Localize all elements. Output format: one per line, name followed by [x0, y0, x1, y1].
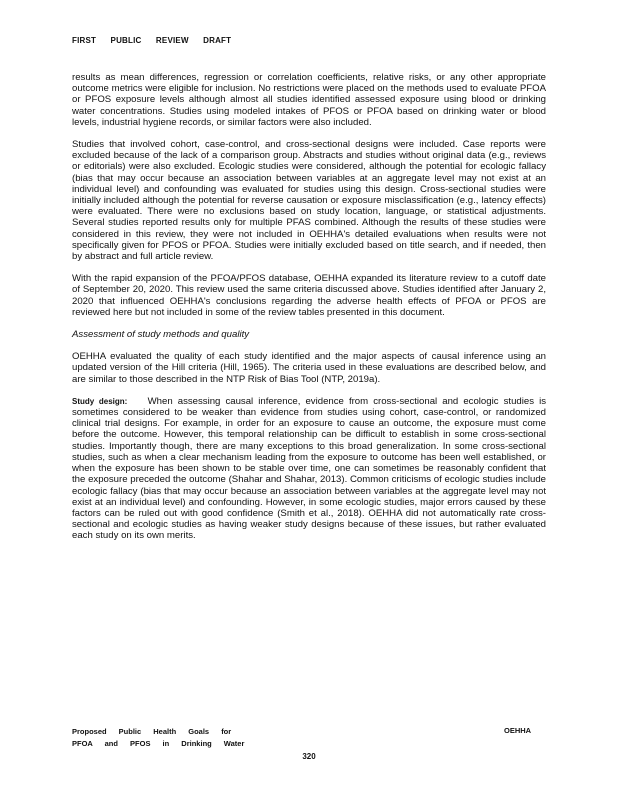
paragraph-database-expansion: With the rapid expansion of the PFOA/PFOS database, OEHHA expanded its literature review to a cutoff date of September 20, 2020. This review used the same criteria discussed above. Studies identified after January 2, 2020 that influenced OEHHA's conclusions regarding the adverse health effects of PFOA or PFOS are reviewed here but not included in some of the review tables presented in this document. [72, 273, 546, 318]
footer-line-1: Proposed Public Health Goals for [72, 727, 232, 736]
paragraph-eligibility: results as mean differences, regression or correlation coefficients, relative risks, or any other appropriate outcome metrics were eligible for inclusion. No restrictions were placed on the methods used to evaluate PFOA or PFOS exposure levels although almost all studies identified assessed exposure using blood or drinking water concentrations. Studies using modeled intakes of PFOS or PFOA based on drinking water or blood levels, industrial hygiene records, or similar factors were also included. [72, 72, 546, 128]
study-design-lead: Study design: [72, 396, 128, 406]
paragraph-study-design [72, 396, 546, 542]
page-number: 320 [302, 752, 316, 761]
paragraph-study-designs: Studies that involved cohort, case-control, and cross-sectional designs were included. Case reports were excluded because of the lack of a comparison group. Abstracts and studies without original data (e.g., reviews or editorials) were also excluded. Ecologic studies were considered, although the potential for ecologic fallacy (bias that may occur because an association between variables at an aggregate level may not exist at an individual level) and confounding was evaluated for studies using this design. Cross-sectional studies were initially included although the potential for reverse causation or exposure misclassification (e.g., latency effects) were evaluated. There were no exclusions based on study location, language, or statistical adjustments. Several studies reported results only for multiple PFAS combined. Although the results of these studies were considered in this review, they were not included in OEHHA's detailed evaluations when results were not specifically given for PFOS or PFOA. Studies were initially excluded based on title search, and if needed, then by abstract and full article review. [72, 139, 546, 263]
draft-header: FIRST PUBLIC REVIEW DRAFT [72, 36, 232, 45]
footer-agency: OEHHA [504, 726, 532, 735]
section-subheading: Assessment of study methods and quality [72, 329, 250, 341]
footer-line-2: PFOA and PFOS in Drinking Water [72, 739, 245, 748]
footer-title [72, 726, 244, 750]
paragraph-quality-criteria: OEHHA evaluated the quality of each study identified and the major aspects of causal inference using an updated version of the Hill criteria (Hill, 1965). The criteria used in these evaluations are described below, and are similar to those described in the NTP Risk of Bias Tool (NTP, 2019a). [72, 351, 546, 385]
study-design-text: When assessing causal inference, evidence from cross-sectional and ecologic studies is sometimes considered to be weaker than evidence from studies using cohort, case-control, or randomized clinical trial designs. For example, in order for an exposure to cause an outcome, the exposure must come before the outcome. However, this temporal relationship can be difficult to establish in some cross-sectional studies. Importantly though, there are many exceptions to this broad generalization. In some cross-sectional studies, such as when a clear mechanism leading from the exposure to outcome has been well established, or when the exposure has been shown to be stable over time, one can sometimes be reasonably confident that the exposure preceded the outcome (Shahar and Shahar, 2013). Common criticisms of ecologic studies include ecologic fallacy (bias that may occur because an association between variables at the aggregate level may not exist at an individual level) and confounding. However, in some ecologic studies, major errors caused by these factors can be ruled out with good confidence (Smith et al., 2018). OEHHA did not automatically rate cross-sectional and ecologic studies as having weaker study designs because of these issues, but rather evaluated each study on its own merits. [72, 395, 546, 542]
document-body [72, 72, 546, 553]
